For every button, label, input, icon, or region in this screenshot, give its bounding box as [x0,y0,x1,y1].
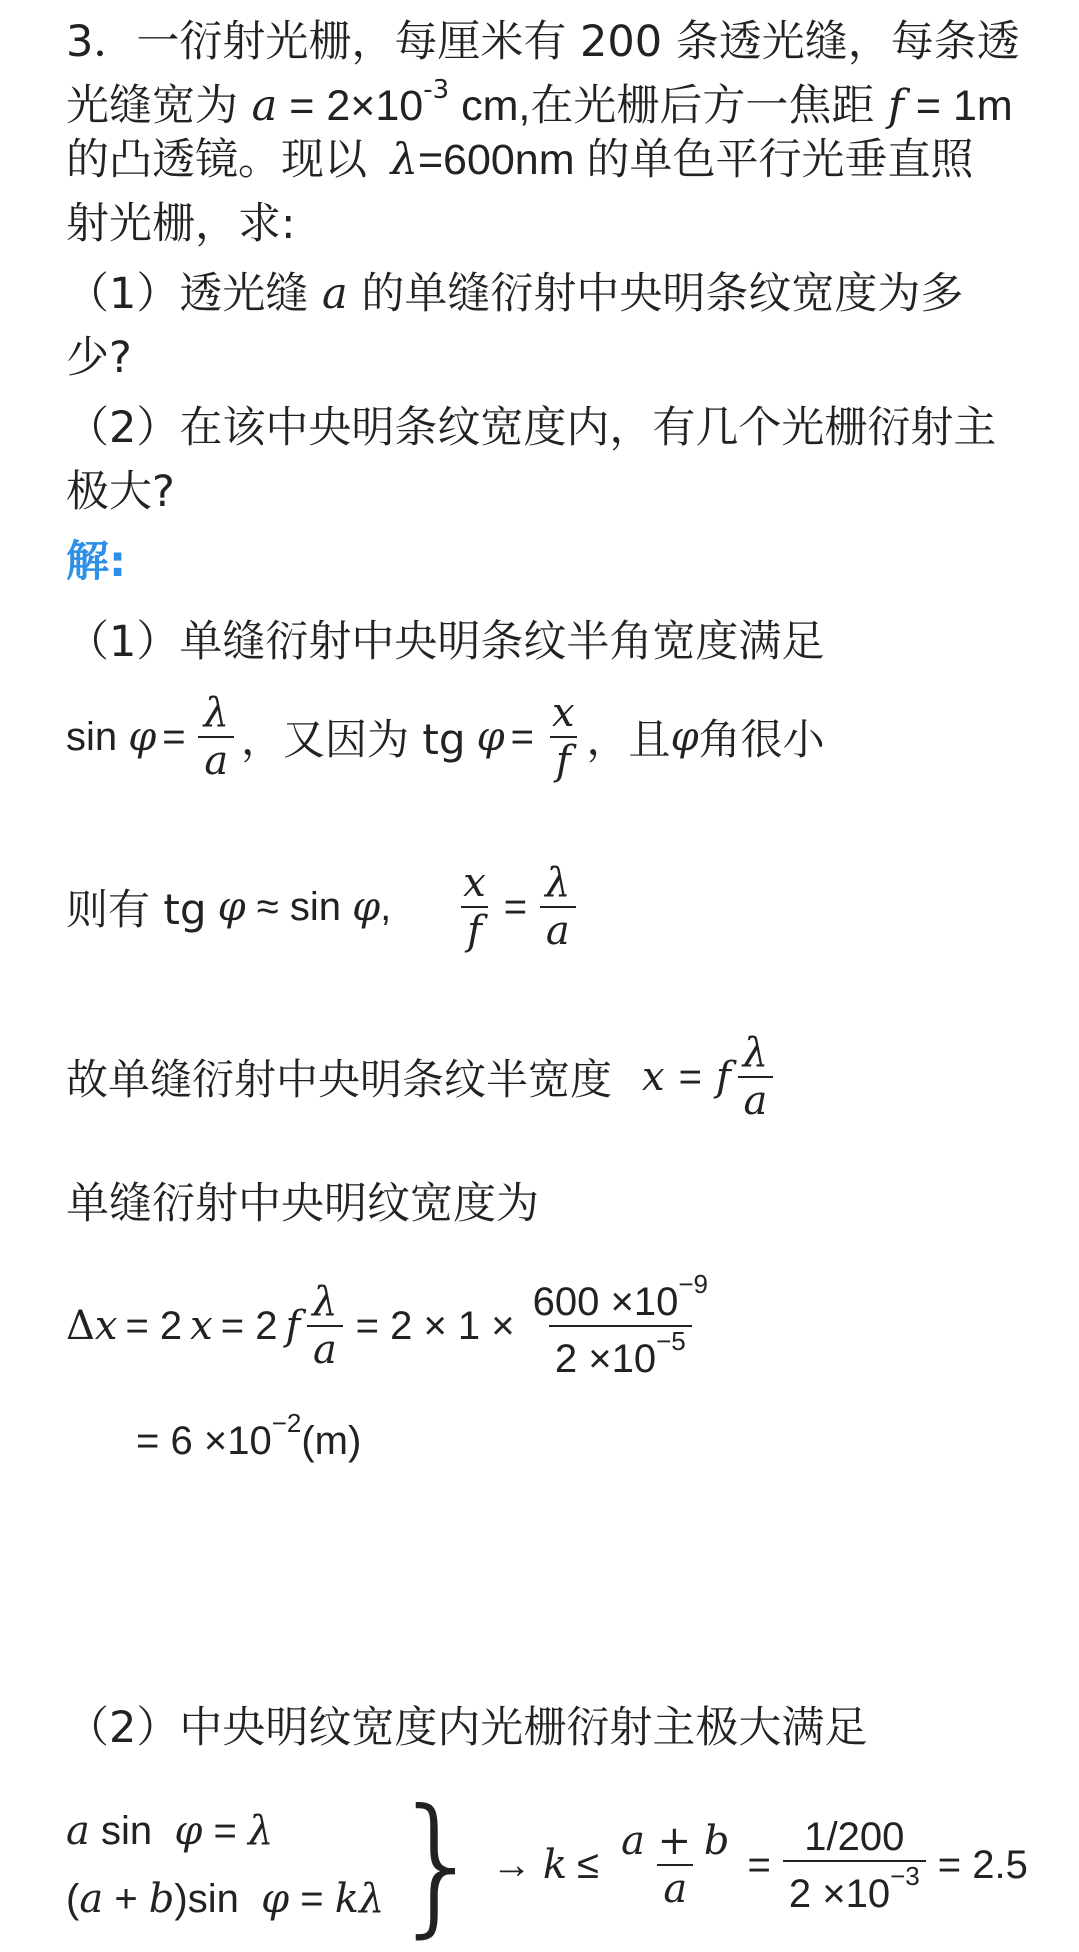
math-text: f [550,736,577,784]
math-text: 光缝宽为 [66,81,238,131]
part-1-heading [66,614,824,670]
question-1-line-2 [66,330,132,386]
math-text: 的单缝衍射中央明条纹宽度为多 [361,269,964,319]
math-text: −5 [656,1326,686,1356]
math-text: = 2 [220,1303,278,1348]
math-text: 1/200 [804,1814,905,1859]
math-text: 极大? [66,467,175,517]
math-text: −2 [271,1408,302,1438]
math-text: 单缝衍射中央明纹宽度为 [66,1179,539,1229]
math-text: = [510,714,534,759]
math-text: sin [66,714,118,759]
fraction-lambda-over-a [198,690,235,784]
math-text: x [642,1054,665,1100]
fraction-lambda-over-a-2 [539,860,576,954]
math-text: φ [670,714,699,760]
math-text: b [148,1876,175,1922]
math-text: = [162,714,186,759]
math-text: a [322,269,348,319]
equation-sin-phi [66,690,825,784]
math-text: 600 ×10 [532,1280,679,1324]
math-text: f [715,1054,731,1100]
math-text: f [888,81,904,131]
math-text: λ [358,1876,385,1922]
math-text: −3 [890,1860,920,1891]
math-text: 2 ×10 [554,1337,657,1381]
problem-line-2 [66,62,1013,134]
math-text: a [307,1325,343,1373]
fraction-lambda-over-a-4 [306,1279,343,1373]
math-text: x [551,690,575,736]
math-text: φ [476,714,505,760]
math-text: a [79,1876,104,1922]
math-text: （2）在该中央明条纹宽度内，有几个光栅衍射主 [66,403,997,453]
question-2 [66,400,996,456]
math-text: φ [174,1808,203,1854]
math-text: x [190,1303,213,1349]
math-text: ( [66,1877,80,1921]
math-text: = [300,1877,324,1921]
right-brace: } [390,1778,486,1952]
fraction-ab-over-a [615,1818,735,1912]
equation-result [136,1408,361,1464]
math-text: → [491,1842,532,1887]
math-text: （2）中央明纹宽度内光栅衍射主极大满足 [66,1703,868,1753]
math-text: -3 [423,75,450,105]
fraction-lambda-over-a-3 [737,1030,774,1124]
math-text: φ [128,714,157,760]
math-text: 角很小 [698,715,825,764]
math-text: a [540,906,576,954]
math-text: )sin [174,1877,239,1921]
fraction-x-over-f [546,690,581,784]
math-text: 少? [66,333,132,383]
math-text: = [747,1842,771,1887]
math-text: sin [100,1809,153,1853]
math-text: λ [545,860,571,906]
math-text: , [380,884,392,929]
math-text: k [334,1876,359,1922]
math-text: 3．一衍射光栅，每厘米有 200 条透光缝，每条透 [66,17,1020,67]
math-text: φ [217,884,246,930]
math-text: = 2.5 [937,1842,1028,1887]
math-text: （1）透光缝 [66,269,309,319]
central-width-heading [66,1176,539,1232]
math-text: ，且 [586,715,671,764]
math-text: k [542,1842,568,1888]
math-text: λ [312,1279,338,1325]
equation-delta-x [66,1270,720,1382]
math-text: = 6 ×10 [136,1419,272,1463]
equation-row-2 [66,1865,384,1933]
math-text: + [114,1877,138,1921]
math-text: x [94,1303,118,1349]
math-text: a [66,1808,90,1854]
equation-row-1 [66,1797,384,1865]
math-text: λ [203,690,229,736]
math-text: = 1m [903,82,1013,130]
math-text: f [285,1303,301,1349]
math-text: ，又因为 tg [241,715,466,764]
equation-half-width [66,1030,780,1124]
math-text: = [678,1054,702,1099]
math-text: = [213,1809,237,1853]
math-text: −9 [678,1269,709,1299]
math-text: a + b [621,1818,730,1864]
problem-line-3 [66,132,973,188]
equation-system [66,1778,1028,1952]
math-text: λ [390,135,418,185]
fraction-grating [783,1814,926,1917]
math-text: x [463,860,486,906]
math-text: a [198,736,234,784]
math-text: 解: [66,537,127,587]
math-text: ≈ sin [256,884,341,929]
math-text: = [503,884,528,929]
math-text: 2 ×10 [788,1871,891,1916]
math-text: Δ [66,1303,95,1349]
math-text: = 2 × 1 × [355,1303,515,1348]
math-text: 射光栅，求: [66,199,296,249]
math-text: 则有 tg [66,885,207,934]
math-text: φ [352,884,381,930]
math-text: λ [742,1030,769,1076]
math-text: λ [247,1808,274,1854]
math-text: cm,在光栅后方一焦距 [449,82,875,130]
problem-line-4 [66,196,296,252]
math-text: = 2×10 [277,82,424,130]
math-text: 的凸透镜。现以 [66,135,367,185]
solution-label [66,534,126,590]
math-text: φ [261,1876,290,1922]
math-text: (m) [301,1419,362,1463]
math-text: a [251,81,278,131]
math-text: （1）单缝衍射中央明条纹半角宽度满足 [66,617,825,667]
equation-tg-approx [66,860,583,954]
part-2-heading [66,1700,867,1756]
question-1 [66,266,963,322]
question-2-line-2 [66,464,175,520]
math-text: =600nm 的单色平行光垂直照 [417,136,974,184]
math-text: a [657,1864,693,1912]
math-text: a [738,1076,774,1124]
fraction-x-over-f-2 [457,860,492,954]
math-text: f [461,906,488,954]
fraction-numeric [527,1270,714,1382]
math-text: ≤ [577,1842,600,1887]
equation-rows [66,1797,384,1933]
math-text: = 2 [125,1303,183,1348]
math-text: 故单缝衍射中央明条纹半宽度 [66,1055,613,1104]
